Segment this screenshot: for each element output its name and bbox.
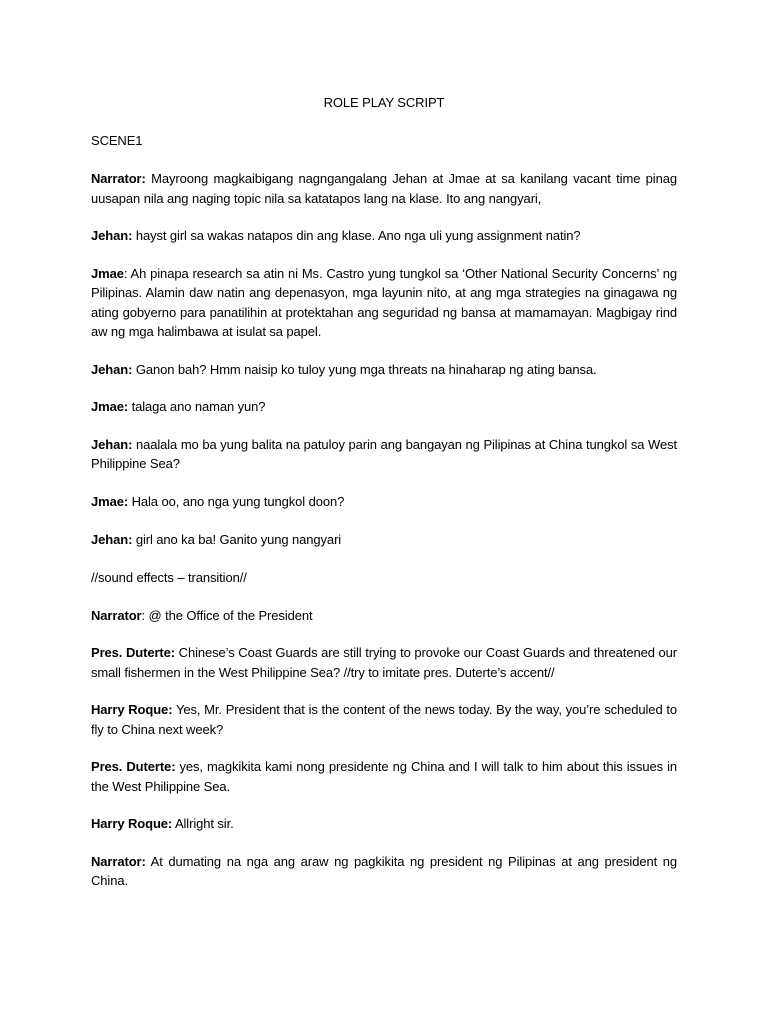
line-text: girl ano ka ba! Ganito yung nangyari [132, 532, 342, 547]
script-line [91, 360, 677, 379]
speaker-name: Narrator [91, 607, 142, 623]
line-text: naalala mo ba yung balita na patuloy parin ang bangayan ng Pilipinas at China tungkol sa West Philippine Sea? [91, 437, 677, 472]
line-text: Hala oo, ano nga yung tungkol doon? [128, 494, 345, 510]
line-text: Yes, Mr. President that is the content of the news today. By the way, you’re scheduled to fly to China next week? [91, 702, 677, 737]
line-text: Chinese’s Coast Guards are still trying to provoke our Coast Guards and threatened our small fishermen in the West Philippine Sea? //try to imitate pres. Duterte’s accent// [91, 645, 677, 680]
script-line [91, 264, 677, 341]
stage-direction [91, 568, 677, 587]
speaker-name: Pres. Duterte: [91, 645, 176, 661]
line-text: Ganon bah? Hmm naisip ko tuloy yung mga threats na hinaharap ng ating bansa. [132, 361, 597, 377]
speaker-name: Jmae: [91, 494, 129, 510]
line-text: yes, magkikita kami nong presidente ng China and I will talk to him about this issues in the West Philippine Sea. [91, 759, 677, 794]
line-text: Mayroong magkaibigang nagngangalang Jehan at Jmae at sa kanilang vacant time pinag uusapan nila ang naging topic nila sa katatapos lang na klase. Ito ang nangyari, [91, 171, 677, 206]
script-line [91, 530, 677, 549]
scene-heading: SCENE1 [91, 133, 143, 149]
document-title: ROLE PLAY SCRIPT [323, 95, 445, 110]
speaker-name: Jehan: [91, 437, 133, 453]
script-line [91, 397, 677, 416]
line-text: //sound effects – transition// [91, 569, 247, 585]
script-line [91, 852, 677, 890]
script-line [91, 492, 677, 511]
speaker-name: Jmae: [91, 399, 129, 415]
speaker-name: Harry Roque: [91, 816, 173, 832]
document-page [91, 93, 677, 909]
line-text: Allright sir. [172, 816, 234, 832]
script-line [91, 814, 677, 833]
script-line [91, 169, 677, 207]
script-line [91, 643, 677, 681]
speaker-name: Narrator: [91, 854, 146, 870]
line-text: talaga ano naman yun? [128, 399, 266, 415]
script-line [91, 757, 677, 795]
speaker-name: Jmae [91, 266, 124, 282]
speaker-name: Jehan: [91, 228, 133, 244]
speaker-name: Jehan: [91, 532, 133, 547]
script-line [91, 700, 677, 738]
speaker-name: Pres. Duterte: [91, 759, 176, 775]
script-line [91, 435, 677, 473]
speaker-name: Narrator: [91, 171, 146, 187]
line-text: At dumating na nga ang araw ng pagkikita ng president ng Pilipinas at ang president ng China. [91, 854, 677, 889]
speaker-name: Harry Roque: [91, 702, 173, 718]
script-line [91, 606, 677, 625]
speaker-name: Jehan: [91, 361, 133, 377]
script-line [91, 226, 677, 245]
line-text: : @ the Office of the President [141, 607, 313, 623]
line-text: : Ah pinapa research sa atin ni Ms. Castro yung tungkol sa ‘Other National Security Concerns’ ng Pilipinas. Alamin daw natin ang depenasyon, mga layunin nito, at ang mga strategies na ginagawa ng ating gobyerno para panatilihin at protektahan ang seguridad ng bansa at mamamayan. Magbigay rind aw ng mga halimbawa at isulat sa papel. [91, 266, 677, 339]
line-text: hayst girl sa wakas natapos din ang klase. Ano nga uli yung assignment natin? [132, 228, 581, 244]
